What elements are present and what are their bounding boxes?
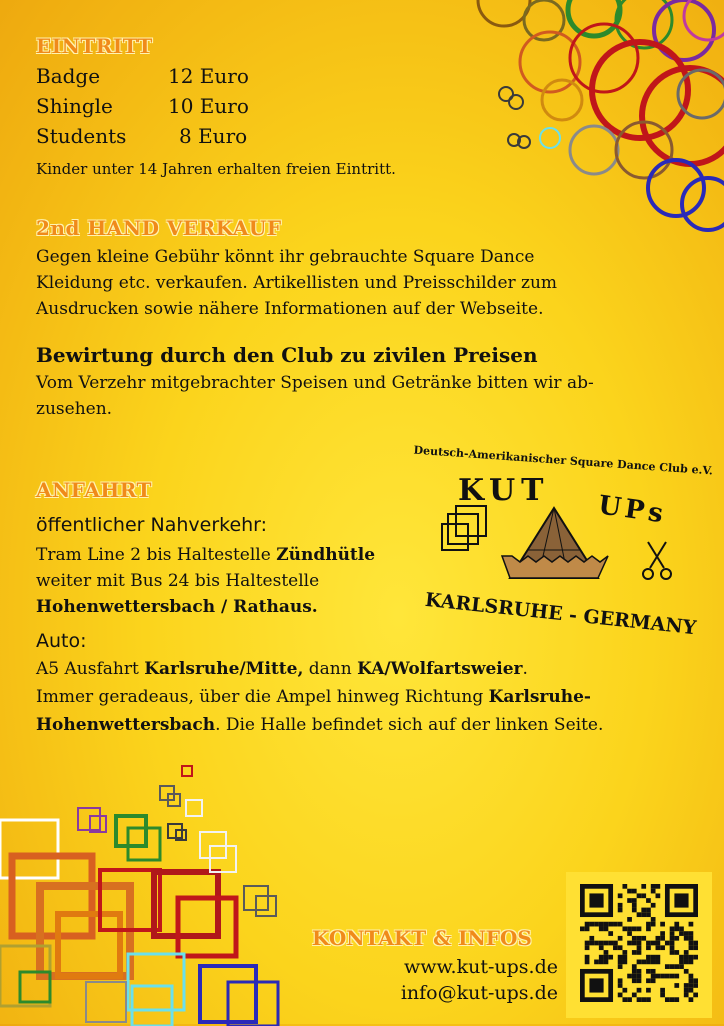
anfahrt-heading: ANFAHRT bbox=[36, 478, 152, 502]
tram-text: Tram Line 2 bis Haltestelle bbox=[36, 545, 277, 565]
logo-bottom-text: KARLSRUHE - GERMANY bbox=[423, 588, 698, 640]
tram-stop: Zündhütle bbox=[276, 545, 376, 565]
tram-line bbox=[36, 542, 375, 568]
logo-name-left: KUT bbox=[458, 473, 550, 508]
eintritt-heading: EINTRITT bbox=[36, 34, 153, 58]
price-row-shingle bbox=[36, 94, 249, 118]
auto-exit: Karlsruhe/Mitte, bbox=[144, 659, 304, 679]
price-label: Shingle bbox=[36, 94, 113, 118]
logo-squares-icon bbox=[442, 506, 486, 550]
price-value: 8 Euro bbox=[179, 124, 248, 148]
contact-heading: KONTAKT & INFOS bbox=[312, 926, 532, 950]
auto-line-1 bbox=[36, 656, 528, 682]
logo-name-right: UPs bbox=[596, 490, 669, 530]
second-hand-line-1: Gegen kleine Gebühr könnt ihr gebrauchte Square Dance bbox=[36, 247, 535, 267]
auto-text: A5 Ausfahrt bbox=[36, 659, 145, 679]
decorative-squares bbox=[0, 746, 290, 1026]
pyramid-icon bbox=[502, 508, 608, 578]
price-value: 10 Euro bbox=[168, 94, 249, 118]
bewirtung-line-2: zusehen. bbox=[36, 399, 113, 419]
auto-line-2 bbox=[36, 684, 591, 710]
second-hand-line-3: Ausdrucken sowie nähere Informationen auf der Webseite. bbox=[36, 299, 544, 319]
qr-code[interactable] bbox=[566, 872, 712, 1018]
second-hand-heading: 2nd HAND VERKAUF bbox=[36, 216, 282, 240]
price-row-badge bbox=[36, 64, 249, 88]
auto-text: dann bbox=[303, 659, 358, 679]
logo-top-text: Deutsch-Amerikanischer Square Dance Club e.V. bbox=[413, 443, 714, 478]
price-value: 12 Euro bbox=[168, 64, 249, 88]
price-row-students bbox=[36, 124, 247, 148]
contact-email[interactable]: info@kut-ups.de bbox=[400, 982, 558, 1004]
auto-title: Auto: bbox=[36, 630, 87, 652]
bewirtung-heading: Bewirtung durch den Club zu zivilen Preisen bbox=[36, 343, 538, 367]
auto-destination: KA/Wolfartsweier bbox=[357, 659, 523, 679]
price-label: Students bbox=[36, 124, 127, 148]
contact-website[interactable]: www.kut-ups.de bbox=[404, 956, 558, 978]
auto-destination: Karlsruhe- bbox=[488, 687, 591, 707]
auto-line-3 bbox=[36, 712, 603, 738]
decorative-rings bbox=[444, 0, 724, 240]
oepnv-title: öffentlicher Nahverkehr: bbox=[36, 514, 268, 536]
club-logo bbox=[413, 438, 714, 648]
auto-text: . Die Halle befindet sich auf der linken Seite. bbox=[215, 715, 604, 735]
scissors-icon bbox=[643, 542, 671, 579]
auto-text: Immer geradeaus, über die Ampel hinweg Richtung bbox=[36, 687, 489, 707]
qr-code-icon bbox=[580, 884, 698, 1002]
auto-text: . bbox=[522, 659, 528, 679]
eintritt-note: Kinder unter 14 Jahren erhalten freien Eintritt. bbox=[36, 160, 396, 178]
bewirtung-line-1: Vom Verzehr mitgebrachter Speisen und Getränke bitten wir ab- bbox=[36, 373, 594, 393]
price-label: Badge bbox=[36, 64, 101, 88]
second-hand-line-2: Kleidung etc. verkaufen. Artikellisten und Preisschilder zum bbox=[36, 273, 558, 293]
auto-destination: Hohenwettersbach bbox=[36, 715, 216, 735]
bus-line: weiter mit Bus 24 bis Haltestelle bbox=[36, 571, 320, 591]
bus-stop: Hohenwettersbach / Rathaus. bbox=[36, 597, 318, 617]
